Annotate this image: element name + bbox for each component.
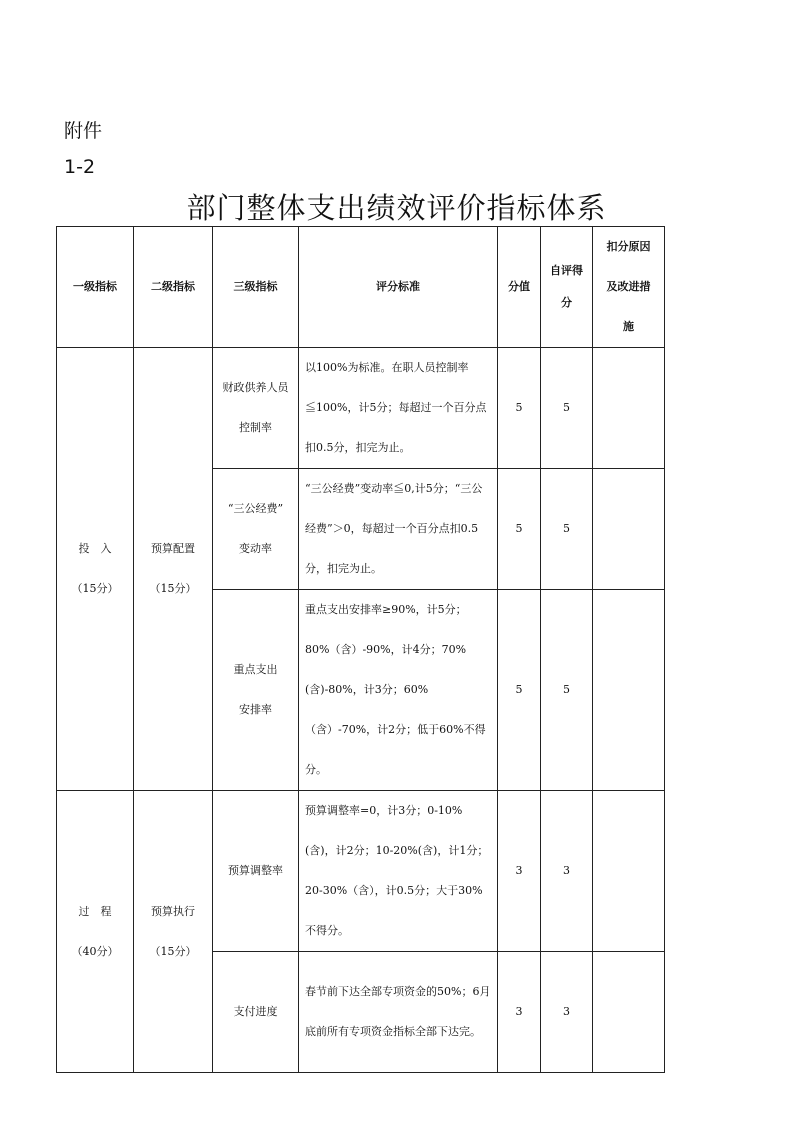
header-level1: 一级指标 [57,227,134,348]
criteria-cell: “三公经费”变动率≦0,计5分；“三公经费”＞0，每超过一个百分点扣0.5分，扣完为止。 [299,469,498,590]
deduct-cell [593,791,665,952]
header-self-score-line1: 自评得 [550,264,583,277]
level1-cell [57,791,134,1073]
table-row [57,348,665,469]
self-score-cell: 5 [541,469,593,590]
header-deduct-line1: 扣分原因 [606,240,651,253]
deduct-cell [593,952,665,1073]
score-cell: 5 [498,590,541,791]
score-cell: 5 [498,348,541,469]
header-row [57,227,665,348]
level1-points: （40分） [71,944,119,958]
deduct-cell [593,469,665,590]
level3-line: 财政供养人员 [222,381,289,394]
score-cell: 5 [498,469,541,590]
level1-name: 投 入 [78,542,112,555]
self-score-cell: 5 [541,348,593,469]
header-self-score [541,227,593,348]
level1-points: （15分） [71,582,119,595]
level2-points: （15分） [149,944,197,958]
level3-cell [213,791,299,952]
page-title: 部门整体支出绩效评价指标体系 [186,191,607,225]
level3-cell [213,952,299,1073]
header-level3: 三级指标 [213,227,299,348]
score-cell: 3 [498,952,541,1073]
score-cell: 3 [498,791,541,952]
criteria-cell: 重点支出安排率≥90%，计5分；80%（含）-90%，计4分；70%(含)-80%，计3分；60%（含）-70%，计2分；低于60%不得分。 [299,590,498,791]
attachment-label: 附件 [64,120,103,142]
deduct-cell [593,348,665,469]
level3-line: 变动率 [239,542,272,555]
header-deduct-line3: 施 [623,320,634,333]
header-criteria: 评分标准 [299,227,498,348]
criteria-cell: 春节前下达全部专项资金的50%；6月底前所有专项资金指标全部下达完。 [299,952,498,1073]
level1-cell [57,348,134,791]
self-score-cell: 3 [541,791,593,952]
level2-name: 预算配置 [151,542,195,555]
header-self-score-line2: 分 [561,296,572,309]
level3-cell [213,348,299,469]
deduct-cell [593,590,665,791]
criteria-cell: 以100%为标准。在职人员控制率≦100%，计5分；每超过一个百分点扣0.5分，扣完为止。 [299,348,498,469]
level3-line: “三公经费” [227,502,284,515]
attachment-number: 1-2 [64,156,96,178]
level3-line: 控制率 [239,421,272,434]
header-score: 分值 [498,227,541,348]
header-deduct-reason [593,227,665,348]
header-level2: 二级指标 [134,227,213,348]
self-score-cell: 5 [541,590,593,791]
level3-cell [213,590,299,791]
table-row [57,791,665,952]
level2-cell [134,348,213,791]
level3-cell [213,469,299,590]
level3-line: 支付进度 [233,1005,278,1018]
level3-line: 安排率 [239,703,272,716]
level2-cell [134,791,213,1073]
indicator-table [56,226,665,1073]
self-score-cell: 3 [541,952,593,1073]
criteria-cell: 预算调整率=0，计3分；0-10%(含)，计2分；10-20%(含)，计1分；20-30%（含），计0.5分；大于30%不得分。 [299,791,498,952]
level2-points: （15分） [149,582,197,595]
level1-name: 过 程 [78,904,112,918]
level2-name: 预算执行 [151,904,195,918]
header-deduct-line2: 及改进措 [606,280,651,293]
level3-line: 预算调整率 [228,864,283,877]
level3-line: 重点支出 [233,663,278,676]
